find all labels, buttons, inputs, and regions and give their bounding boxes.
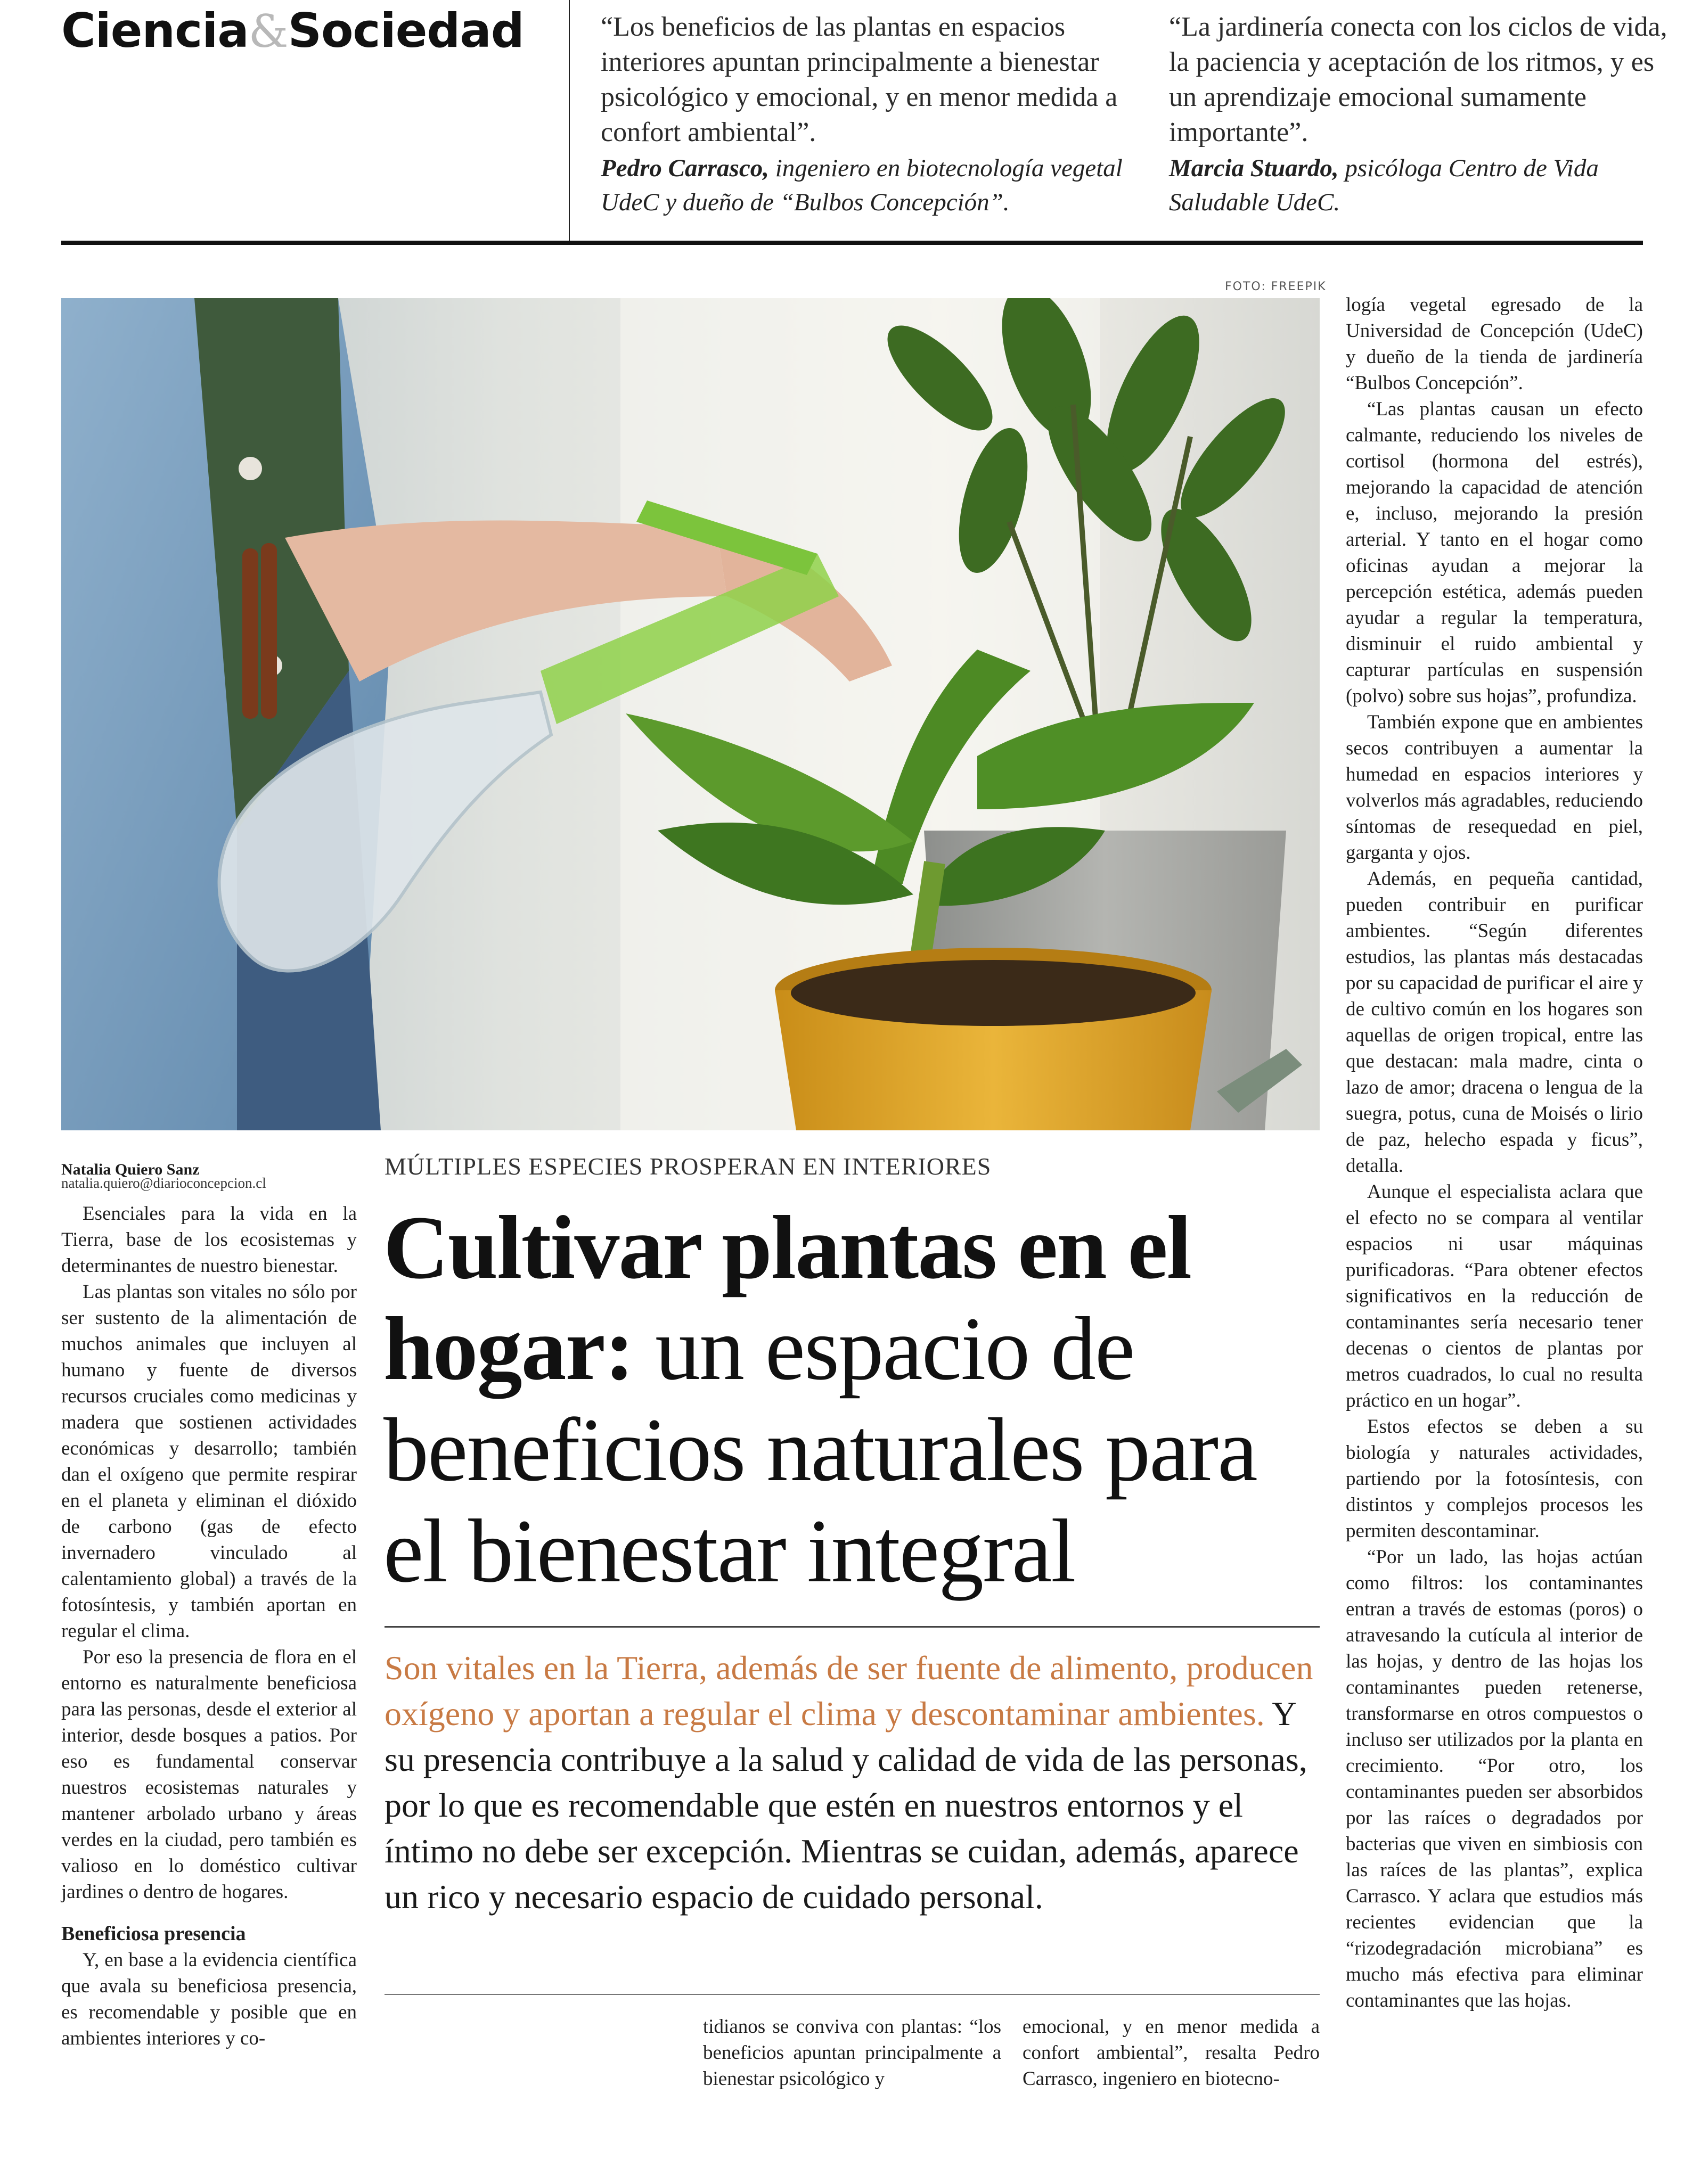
paragraph: logía vegetal egresado de la Universidad de Concepción (UdeC) y dueño de la tienda de jardinería “Bulbos Concepción”. — [1346, 294, 1643, 394]
section-title — [61, 3, 524, 58]
quote-role: ingeniero en biotecnología vegetal UdeC y dueño de “Bulbos Concepción”. — [601, 154, 1123, 216]
quote-author: Marcia Stuardo, — [1169, 154, 1339, 182]
section-ampersand: & — [248, 5, 288, 58]
section-word-sociedad: Sociedad — [288, 3, 524, 58]
quote-role: psicóloga Centro de Vida Saludable UdeC. — [1169, 154, 1599, 216]
deck — [385, 1645, 1322, 1920]
kicker: MÚLTIPLES ESPECIES PROSPERAN EN INTERIORES — [385, 1153, 992, 1180]
quote-text: “La jardinería conecta con los ciclos de vida, la paciencia y aceptación de los ritmos, y es un aprendizaje emocional sumamente importante”. — [1169, 12, 1667, 147]
paragraph: “Las plantas causan un efecto calmante, reduciendo los niveles de cortisol (hormona del estrés), mejorando la capacidad de atención e, incluso, mejorando la presión arterial. Y tanto en el hogar como oficinas ayudan a mejorar la percepción estética, además pueden ayudar a regular la temperatura, disminuir el ruido ambiental y capturar partículas en suspensión (polvo) sobre sus hojas”, profundiza. — [1346, 398, 1643, 707]
deck-rule — [385, 1994, 1320, 1995]
paragraph: emocional, y en menor medida a confort ambiental”, resalta Pedro Carrasco, ingeniero en biotecno- — [1023, 2016, 1320, 2090]
byline-email: natalia.quiero@diarioconcepcion.cl — [61, 1175, 266, 1191]
header-rule — [61, 241, 1643, 245]
quote-attribution — [1169, 151, 1670, 219]
headline-regular: un espacio de beneficios naturales para el bienestar integral — [383, 1299, 1257, 1601]
deck-text: Y su presencia contribuye a la salud y calidad de vida de las personas, por lo que es recomendable que estén en nuestros entornos y el íntimo no debe ser excepción. Mientras se cuidan, además, aparece un rico y necesario espacio de cuidado personal. — [385, 1695, 1307, 1916]
paragraph: “Por un lado, las hojas actúan como filtros: los contaminantes entran a través de estomas (poros) o atravesando la cutícula al interior de las hojas, y dentro de las hojas los contaminantes pueden retenerse, transformarse en otros compuestos o incluso ser utilizados por la planta en crecimiento. “Por otro, los contaminantes pueden ser absorbidos por las raíces o degradados por bacterias que viven en simbiosis con las raíces de las plantas”, explica Carrasco. Y aclara que estudios más recientes evidencian que la “rizodegradación microbiana” es mucho más efectiva para eliminar contaminantes que las hojas. — [1346, 1546, 1643, 2011]
paragraph: Y, en base a la evidencia científica que avala su beneficiosa presencia, es recomendable y posible que en ambientes interiores y co- — [61, 1949, 357, 2049]
quote-attribution — [601, 151, 1155, 219]
quote-author: Pedro Carrasco, — [601, 154, 769, 182]
byline-name: Natalia Quiero Sanz — [61, 1161, 200, 1178]
plant-watering-illustration — [61, 298, 1320, 1130]
subhead: Beneficiosa presencia — [61, 1923, 246, 1945]
header-divider — [569, 0, 570, 241]
paragraph: Aunque el especialista aclara que el efecto no se compara al ventilar espacios ni usar máquinas purificadoras. “Para obtener efectos significativos en la reducción de contaminantes sería necesario tener decenas o cientos de plantas por metros cuadrados, lo cual no resulta práctico en un hogar”. — [1346, 1181, 1643, 1411]
paragraph: Por eso la presencia de flora en el entorno es naturalmente beneficiosa para las personas, desde el exterior al interior, desde bosques a patios. Por eso es fundamental conservar nuestros ecosistemas naturales y mantener arbolado urbano y áreas verdes en la ciudad, pero también es valioso en lo doméstico cultivar jardines o dentro de hogares. — [61, 1646, 357, 1903]
right-column — [1346, 292, 1643, 2014]
left-column — [61, 1201, 357, 2051]
paragraph: tidianos se conviva con plantas: “los beneficios apuntan principalmente a bienestar psicológico y — [703, 2016, 1001, 2090]
paragraph: También expone que en ambientes secos contribuyen a aumentar la humedad en espacios interiores y volverlos más agradables, reduciendo síntomas de resequedad en piel, garganta y ojos. — [1346, 711, 1643, 864]
headline — [383, 1197, 1331, 1602]
quote-text: “Los beneficios de las plantas en espacios interiores apuntan principalmente a bienestar psicológico y emocional, y en menor medida a confort ambiental”. — [601, 12, 1118, 147]
middle-column-2 — [1023, 2014, 1320, 2092]
paragraph: Esenciales para la vida en la Tierra, base de los ecosistemas y determinantes de nuestro bienestar. — [61, 1203, 357, 1277]
paragraph: Además, en pequeña cantidad, pueden contribuir en purificar ambientes. “Según diferentes estudios, las plantas más destacadas por su capacidad de purificar el aire y de cultivo común en los hogares son aquellas de origen tropical, entre las que destacan: mala madre, cinta o lazo de amor; dracena o lengua de la suegra, potus, cuna de Moisés o lirio de paz, helecho espada y ficus”, detalla. — [1346, 868, 1643, 1177]
paragraph: Estos efectos se deben a su biología y naturales actividades, partiendo por la fotosíntesis, con distintos y complejos procesos les permiten descontaminar. — [1346, 1416, 1643, 1542]
headline-bold: Cultivar plantas en el hogar: — [383, 1197, 1191, 1399]
pull-quote-stuardo — [1169, 10, 1670, 219]
section-word-ciencia: Ciencia — [61, 3, 249, 58]
pull-quote-carrasco — [601, 10, 1155, 219]
paragraph: Las plantas son vitales no sólo por ser sustento de la alimentación de muchos animales que incluyen al humano y fuente de diversos recursos cruciales como medicinas y madera que sostienen actividades económicas y desarrollo; también dan el oxígeno que permite respirar en el planeta y eliminan el dióxido de carbono (gas de efecto invernadero vinculado al calentamiento global) a través de la fotosíntesis, y también aportan en regular el clima. — [61, 1281, 357, 1642]
deck-highlight: Son vitales en la Tierra, además de ser fuente de alimento, producen oxígeno y aportan a regular el clima y descontaminar ambientes. — [385, 1649, 1313, 1733]
photo-credit: FOTO: FREEPIK — [1225, 280, 1327, 293]
article-photo — [61, 298, 1320, 1130]
headline-rule — [385, 1626, 1320, 1628]
middle-column-1 — [703, 2014, 1001, 2092]
